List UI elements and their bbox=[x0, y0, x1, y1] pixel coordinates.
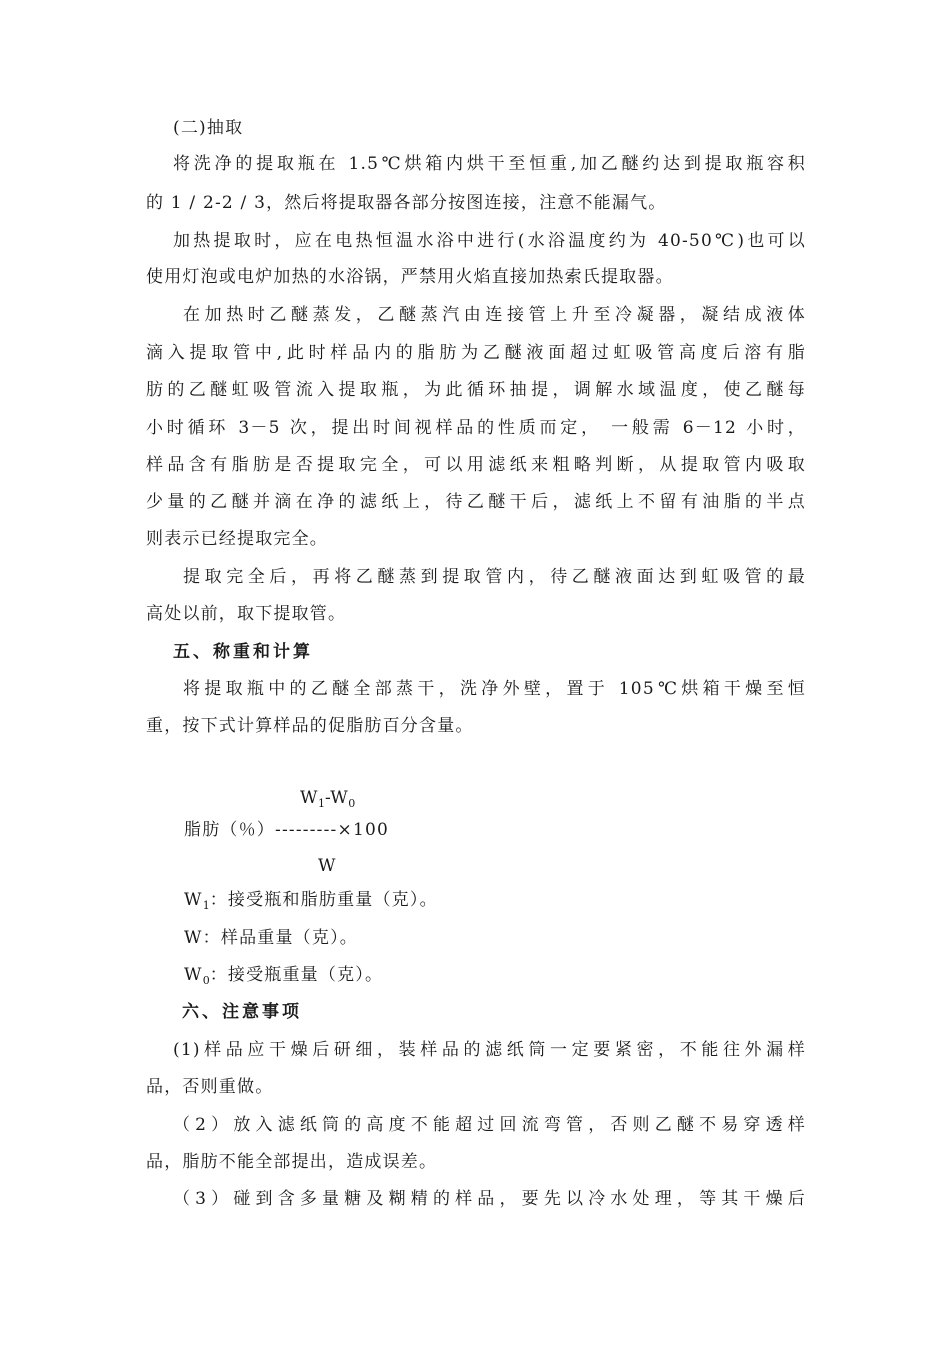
note-3-line-1: （3）碰到含多量糖及糊精的样品，要先以冷水处理，等其干燥后 bbox=[173, 1189, 806, 1209]
paragraph-3-line-6: 少量的乙醚并滴在净的滤纸上，待乙醚干后，滤纸上不留有油脂的半点 bbox=[146, 492, 806, 512]
section-6-title: 六、注意事项 bbox=[182, 1002, 302, 1022]
definition-w: W：样品重量（克）。 bbox=[184, 928, 358, 948]
paragraph-5-line-2: 重，按下式计算样品的促脂肪百分含量。 bbox=[146, 716, 474, 736]
paragraph-3-line-2: 滴入提取管中,此时样品内的脂肪为乙醚液面超过虹吸管高度后溶有脂 bbox=[146, 343, 806, 363]
paragraph-4-line-2: 高处以前，取下提取管。 bbox=[146, 604, 347, 624]
formula-numerator: $W_1-W_0$ bbox=[300, 788, 356, 810]
paragraph-3-line-1: 在加热时乙醚蒸发，乙醚蒸汽由连接管上升至冷凝器，凝结成液体 bbox=[183, 305, 806, 325]
definition-w0: $W_0$：接受瓶重量（克）。 bbox=[184, 965, 384, 987]
paragraph-3-line-5: 样品含有脂肪是否提取完全，可以用滤纸来粗略判断，从提取管内吸取 bbox=[146, 455, 806, 475]
note-2-line-2: 品，脂肪不能全部提出，造成误差。 bbox=[146, 1152, 438, 1172]
note-2-line-1: （2）放入滤纸筒的高度不能超过回流弯管，否则乙醚不易穿透样 bbox=[173, 1115, 806, 1135]
section-5-title: 五、称重和计算 bbox=[173, 642, 313, 662]
paragraph-1-line-2: 的 1 / 2-2 / 3，然后将提取器各部分按图连接，注意不能漏气。 bbox=[146, 193, 667, 213]
paragraph-4-line-1: 提取完全后，再将乙醚蒸到提取管内，待乙醚液面达到虹吸管的最 bbox=[183, 567, 806, 587]
note-1-line-1: (1)样品应干燥后研细，装样品的滤纸筒一定要紧密，不能往外漏样 bbox=[173, 1040, 806, 1060]
note-1-line-2: 品，否则重做。 bbox=[146, 1077, 274, 1097]
subsection-heading-extraction: (二)抽取 bbox=[173, 118, 244, 138]
paragraph-2-line-1: 加热提取时，应在电热恒温水浴中进行(水浴温度约为 40-50℃)也可以 bbox=[173, 231, 806, 251]
definition-w1: $W_1$：接受瓶和脂肪重量（克）。 bbox=[184, 890, 438, 912]
paragraph-3-line-3: 肪的乙醚虹吸管流入提取瓶，为此循环抽提，调解水域温度，使乙醚每 bbox=[146, 380, 806, 400]
paragraph-5-line-1: 将提取瓶中的乙醚全部蒸干，洗净外壁，置于 105℃烘箱干燥至恒 bbox=[183, 679, 806, 699]
paragraph-3-line-7: 则表示已经提取完全。 bbox=[146, 529, 328, 549]
formula-denominator: W bbox=[318, 856, 337, 876]
paragraph-2-line-2: 使用灯泡或电炉加热的水浴锅，严禁用火焰直接加热索氏提取器。 bbox=[146, 267, 674, 287]
paragraph-3-line-4: 小时循环 3－5 次，提出时间视样品的性质而定， 一般需 6－12 小时， bbox=[146, 418, 806, 438]
paragraph-1-line-1: 将洗净的提取瓶在 1.5℃烘箱内烘干至恒重,加乙醚约达到提取瓶容积 bbox=[173, 154, 806, 174]
formula-fat-percentage: 脂肪（％）---------×100 bbox=[184, 820, 389, 840]
